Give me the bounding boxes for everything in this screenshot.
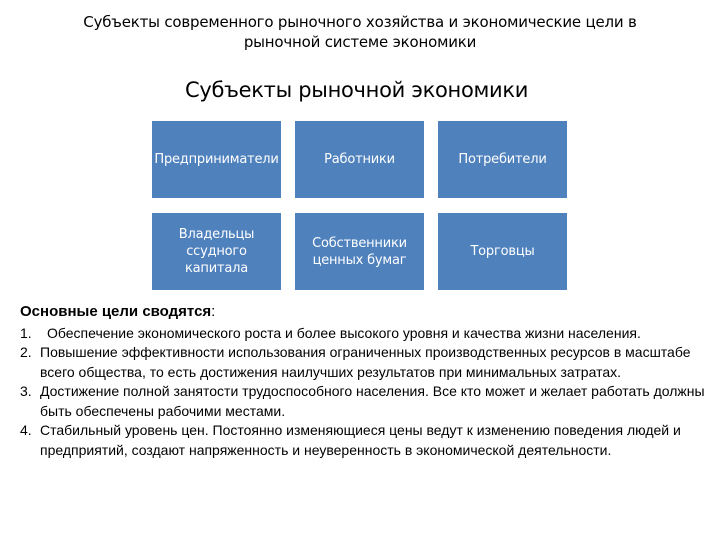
goal-item — [20, 343, 710, 382]
subject-label: Владельцы ссудного капитала — [178, 227, 255, 276]
slide-title: Субъекты современного рыночного хозяйства и экономические цели в рыночной системе экономики — [83, 13, 637, 51]
goal-item — [20, 421, 710, 460]
subject-box-workers — [295, 121, 424, 198]
subject-box-securities-owners — [295, 213, 424, 290]
goals-section — [20, 302, 710, 460]
goal-text: Повышение эффективности использования ограниченных производственных ресурсов в масштабе всего общества, то есть достижения наилучших результатов при минимальных затратах. — [40, 344, 691, 380]
goal-text: Достижение полной занятости трудоспособного населения. Все кто может и желает работать должны быть обеспечены рабочими местами. — [40, 383, 705, 419]
subject-box-entrepreneurs — [152, 121, 281, 198]
subtitle: Субъекты рыночной экономики — [185, 78, 529, 102]
subject-box-traders — [438, 213, 567, 290]
subject-box-loan-capital-owners — [152, 213, 281, 290]
subject-box-consumers — [438, 121, 567, 198]
subject-label: Собственники ценных бумаг — [312, 235, 407, 268]
goal-number: 1. — [20, 324, 32, 341]
goal-number: 2. — [20, 344, 32, 360]
goal-number: 4. — [20, 422, 32, 438]
goals-heading-suffix: : — [211, 303, 216, 320]
subject-label: Потребители — [458, 152, 547, 167]
goal-number: 3. — [20, 383, 32, 399]
goal-item — [20, 324, 710, 344]
goal-text: Обеспечение экономического роста и более высокого уровня и качества жизни населения. — [47, 324, 641, 341]
goal-item — [20, 382, 710, 421]
subjects-grid — [152, 121, 567, 290]
goals-heading — [20, 302, 710, 322]
subject-label: Работники — [324, 152, 395, 167]
subject-label: Торговцы — [470, 244, 535, 259]
subject-label: Предприниматели — [154, 152, 279, 167]
goal-text: Стабильный уровень цен. Постоянно изменяющиеся цены ведут к изменению поведения людей и предприятий, создают напряженность и неуверенность в экономической деятельности. — [40, 422, 681, 458]
goals-heading-text: Основные цели сводятся — [20, 303, 212, 320]
